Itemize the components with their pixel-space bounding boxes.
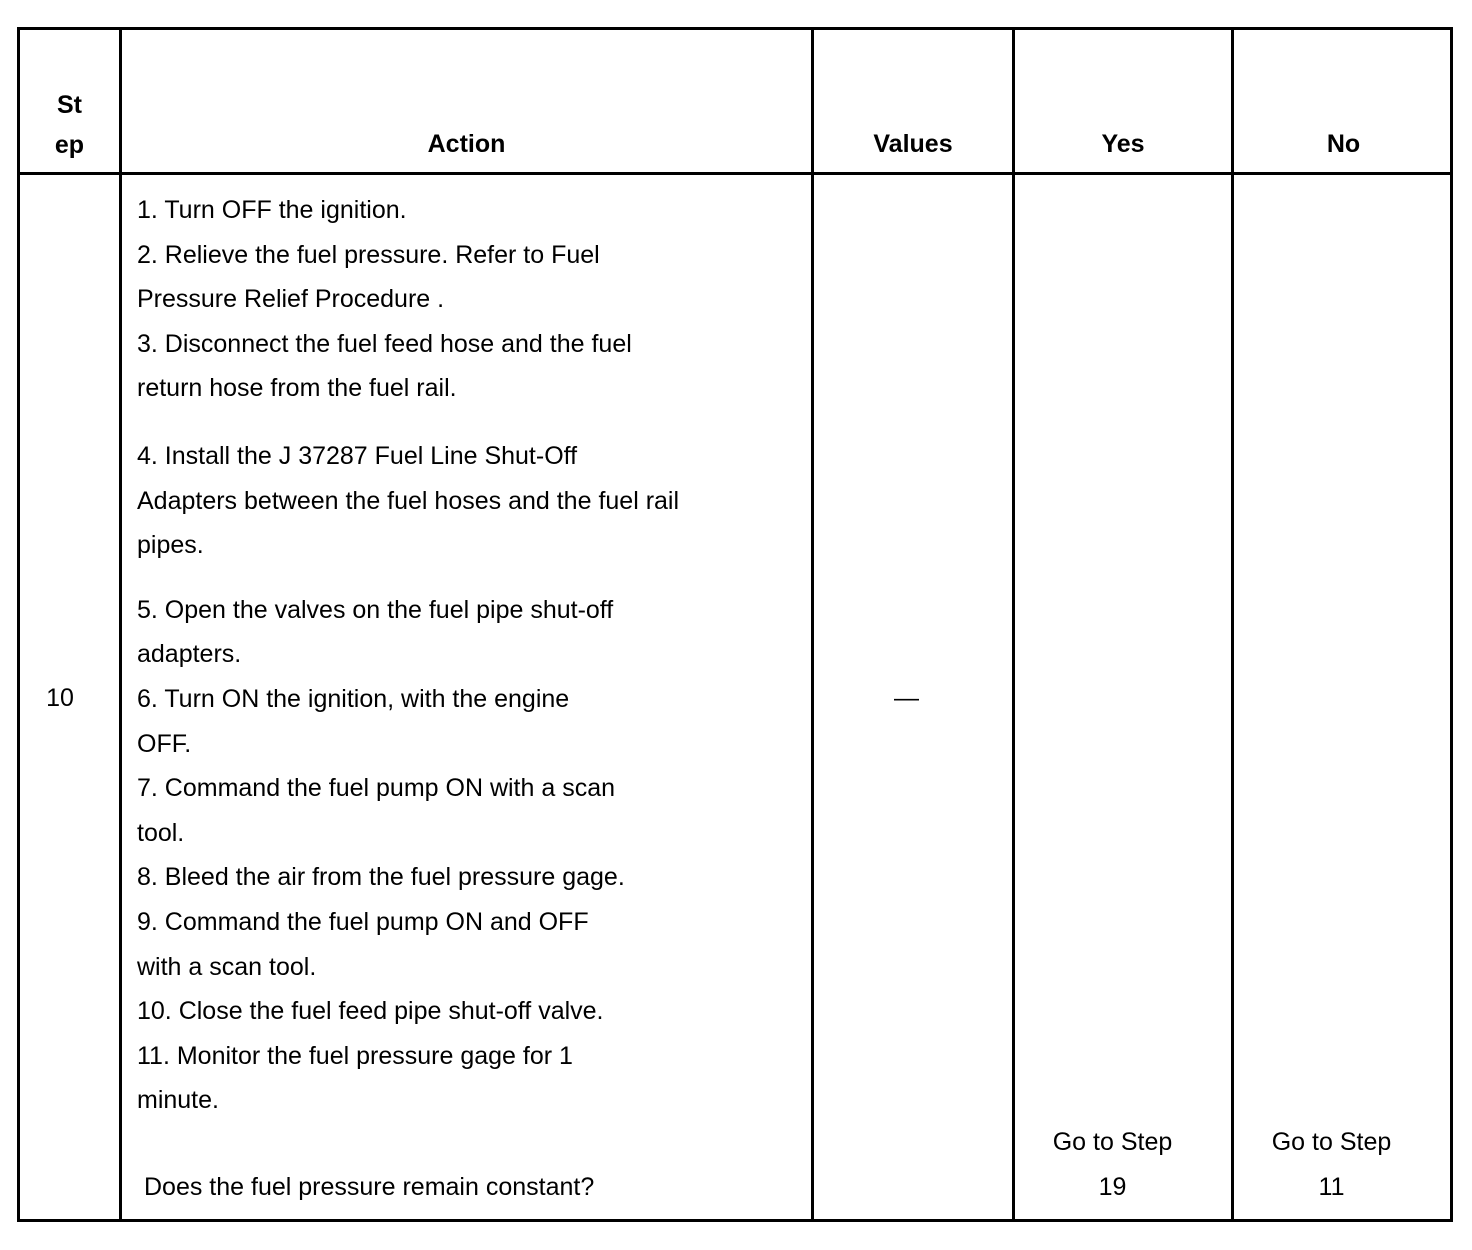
action-line: OFF. xyxy=(137,729,192,758)
yes-goto-label: Go to Step xyxy=(1052,1128,1173,1156)
yes-cell xyxy=(1015,1120,1210,1209)
action-line: return hose from the fuel rail. xyxy=(137,374,457,403)
action-line: 1. Turn OFF the ignition. xyxy=(137,196,407,224)
header-values: Values xyxy=(873,130,953,158)
action-line: 11. Monitor the fuel pressure gage for 1 xyxy=(137,1041,573,1070)
header-action: Action xyxy=(427,130,506,158)
no-goto-label: Go to Step xyxy=(1271,1128,1392,1156)
action-line: 9. Command the fuel pump ON and OFF xyxy=(137,907,589,936)
action-line: 3. Disconnect the fuel feed hose and the fuel xyxy=(137,329,632,358)
action-line: 5. Open the valves on the fuel pipe shut-off xyxy=(137,595,614,624)
column-divider xyxy=(1231,30,1234,1219)
column-divider xyxy=(811,30,814,1219)
action-line: Pressure Relief Procedure . xyxy=(137,285,445,314)
action-line: 7. Command the fuel pump ON with a scan xyxy=(137,774,616,803)
action-line: adapters. xyxy=(137,640,242,669)
action-line: minute. xyxy=(137,1086,219,1115)
action-line: tool. xyxy=(137,818,185,847)
header-step-line1: St xyxy=(57,91,82,119)
action-question: Does the fuel pressure remain constant? xyxy=(144,1173,595,1201)
header-no: No xyxy=(1326,130,1361,158)
header-step-line2: ep xyxy=(54,131,85,159)
no-goto-step: 11 xyxy=(1318,1172,1345,1201)
action-line: 10. Close the fuel feed pipe shut-off valve. xyxy=(137,997,604,1026)
header-step xyxy=(20,85,119,165)
column-divider xyxy=(1012,30,1015,1219)
values-cell: — xyxy=(894,684,919,712)
action-line: 2. Relieve the fuel pressure. Refer to Fuel xyxy=(137,240,600,269)
header-yes: Yes xyxy=(1101,130,1145,158)
yes-goto-step: 19 xyxy=(1098,1172,1127,1201)
diagnostic-table xyxy=(17,27,1453,1222)
step-number: 10 xyxy=(46,684,74,712)
no-cell xyxy=(1234,1120,1429,1209)
column-divider xyxy=(119,30,122,1219)
action-line: 6. Turn ON the ignition, with the engine xyxy=(137,684,570,713)
action-line: Adapters between the fuel hoses and the fuel rail xyxy=(137,486,680,515)
action-line: 8. Bleed the air from the fuel pressure gage. xyxy=(137,863,625,892)
action-line: pipes. xyxy=(137,531,204,560)
header-divider xyxy=(20,172,1450,175)
action-line: with a scan tool. xyxy=(137,952,317,981)
action-instructions xyxy=(137,188,797,1123)
action-line: 4. Install the J 37287 Fuel Line Shut-Off xyxy=(137,441,578,470)
